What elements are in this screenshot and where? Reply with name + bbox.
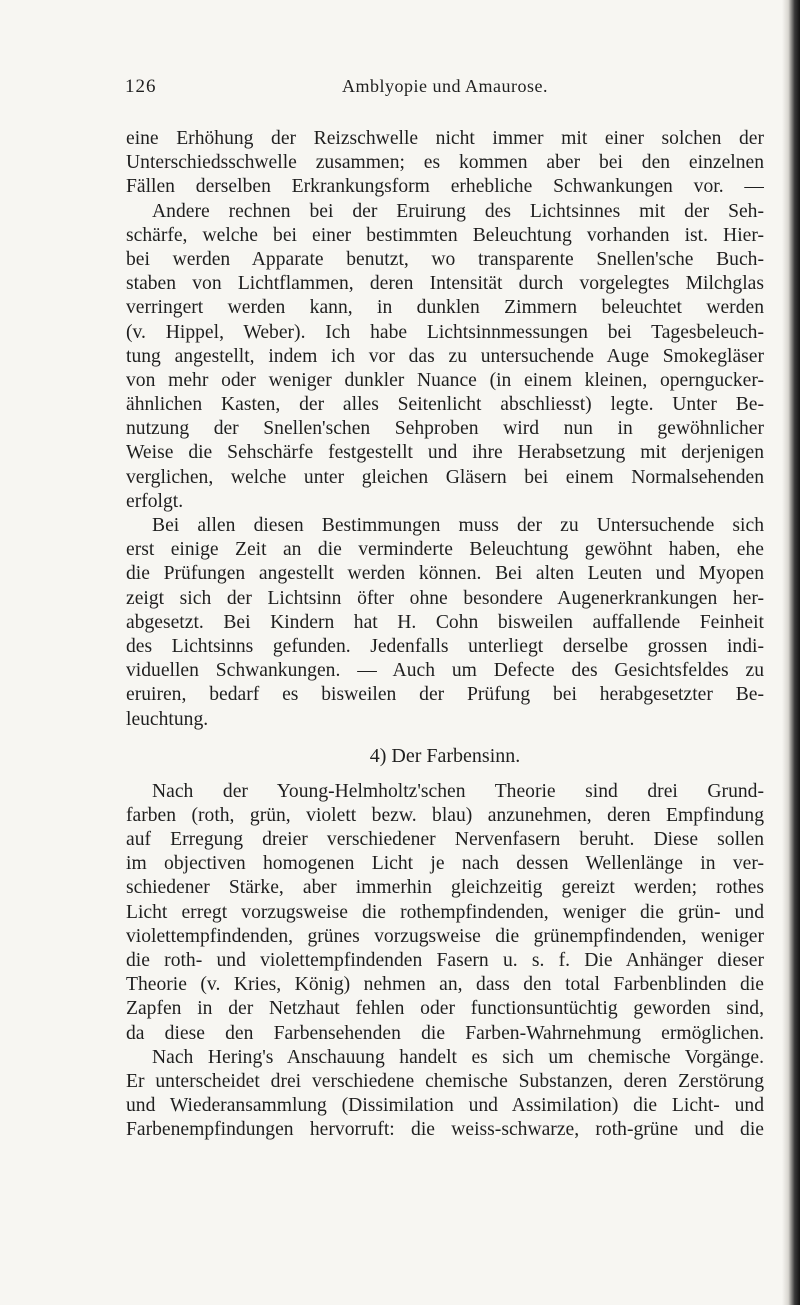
text-line: da diese den Farbensehenden die Farben-Wahrnehmung ermöglichen. (126, 1022, 764, 1044)
running-head: Amblyopie und Amaurose. (342, 76, 548, 96)
text-line: im objectiven homogenen Licht je nach dessen Wellenlänge in ver- (126, 853, 764, 875)
text-line: Farbenempfindungen hervorruft: die weiss-schwarze, roth-grüne und die (126, 1119, 764, 1141)
text-line: Nach der Young-Helmholtz'schen Theorie sind drei Grund- (152, 780, 764, 802)
text-line: erfolgt. (126, 490, 184, 512)
text-line: staben von Lichtflammen, deren Intensität durch vorgelegtes Milchglas (126, 273, 764, 295)
text-line: Nach Hering's Anschauung handelt es sich um chemische Vorgänge. (152, 1046, 764, 1068)
page-number: 126 (125, 76, 157, 97)
paragraph-1 (126, 127, 764, 200)
section-heading: 4) Der Farbensinn. (369, 744, 521, 767)
text-line: Fällen derselben Erkrankungsform erhebliche Schwankungen vor. — (126, 176, 764, 198)
text-line: Zapfen in der Netzhaut fehlen oder functionsuntüchtig geworden sind, (126, 998, 764, 1020)
text-line: Weise die Sehschärfe festgestellt und ihre Herabsetzung mit derjenigen (126, 442, 764, 464)
text-line: Unterschiedsschwelle zusammen; es kommen aber bei den einzelnen (126, 152, 764, 174)
page-header (125, 76, 765, 102)
paragraph-2 (126, 200, 764, 514)
text-line: Bei allen diesen Bestimmungen muss der zu Untersuchende sich (152, 515, 764, 536)
text-line: viduellen Schwankungen. — Auch um Defecte des Gesichtsfeldes zu (126, 660, 764, 682)
body-text (126, 127, 764, 1143)
text-line: die Prüfungen angestellt werden können. Bei alten Leuten und Myopen (126, 563, 764, 585)
text-line: violettempfindenden, grünes vorzugsweise die grünempfindenden, weniger (126, 925, 764, 947)
text-line: (v. Hippel, Weber). Ich habe Lichtsinnmessungen bei Tagesbeleuch- (126, 321, 764, 343)
text-line: eine Erhöhung der Reizschwelle nicht immer mit einer solchen der (126, 128, 764, 149)
page-edge-shadow (782, 0, 800, 1305)
text-line: erst einige Zeit an die verminderte Beleuchtung gewöhnt haben, ehe (126, 539, 764, 561)
text-line: ähnlichen Kasten, der alles Seitenlicht abschliesst) legte. Unter Be- (126, 394, 764, 416)
text-line: tung angestellt, indem ich vor das zu untersuchende Auge Smokegläser (126, 345, 764, 367)
text-line: Licht erregt vorzugsweise die rothempfindenden, weniger die grün- und (126, 901, 764, 923)
text-line: verringert werden kann, in dunklen Zimmern beleuchtet werden (126, 297, 764, 319)
text-line: eruiren, bedarf es bisweilen der Prüfung bei herabgesetzter Be- (126, 684, 764, 706)
text-line: abgesetzt. Bei Kindern hat H. Cohn bisweilen auffallende Feinheit (126, 611, 764, 633)
text-line: auf Erregung dreier verschiedener Nervenfasern beruht. Diese sollen (126, 829, 764, 851)
text-line: farben (roth, grün, violett bezw. blau) anzunehmen, deren Empfindung (126, 804, 764, 826)
text-line: die roth- und violettempfindenden Fasern u. s. f. Die Anhänger dieser (126, 950, 764, 971)
text-line: nutzung der Snellen'schen Sehproben wird nun in gewöhnlicher (126, 418, 764, 440)
text-line: zeigt sich der Lichtsinn öfter ohne besondere Augenerkrankungen her- (126, 587, 764, 609)
paragraph-3 (126, 514, 764, 732)
text-line: verglichen, welche unter gleichen Gläsern bei einem Normalsehenden (126, 466, 764, 488)
text-line: des Lichtsinns gefunden. Jedenfalls unterliegt derselbe grossen indi- (126, 635, 764, 657)
text-line: von mehr oder weniger dunkler Nuance (in einem kleinen, operngucker- (126, 369, 764, 391)
text-line: bei werden Apparate benutzt, wo transparente Snellen'sche Buch- (126, 248, 764, 270)
text-line: und Wiederansammlung (Dissimilation und Assimilation) die Licht- und (126, 1095, 764, 1117)
text-line: leuchtung. (126, 708, 209, 730)
text-line: Theorie (v. Kries, König) nehmen an, dass den total Farbenblinden die (126, 974, 764, 996)
text-line: Er unterscheidet drei verschiedene chemische Substanzen, deren Zerstörung (126, 1070, 764, 1092)
text-line: schiedener Stärke, aber immerhin gleichzeitig gereizt werden; rothes (126, 877, 764, 899)
text-line: Andere rechnen bei der Eruirung des Lichtsinnes mit der Seh- (152, 200, 764, 222)
text-line: schärfe, welche bei einer bestimmten Beleuchtung vorhanden ist. Hier- (126, 224, 764, 246)
paragraph-4 (126, 780, 764, 1143)
